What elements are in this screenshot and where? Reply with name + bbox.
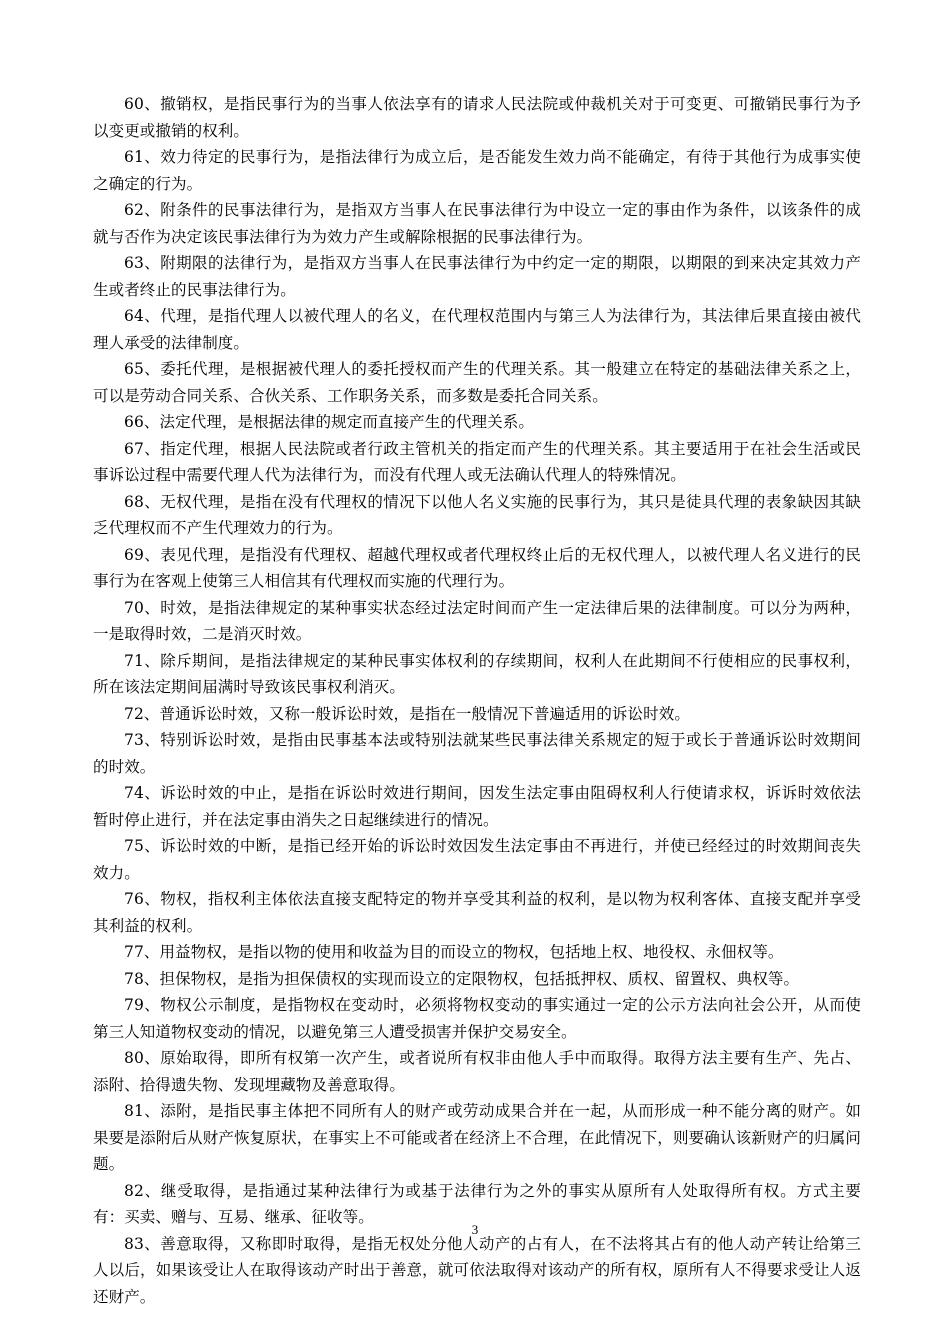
paragraph-68: 68、无权代理，是指在没有代理权的情况下以他人名义实施的民事行为，其只是徒具代理的表象缺因其缺乏代理权而不产生代理效力的行为。 (93, 492, 861, 537)
paragraph-83: 83、善意取得，又称即时取得，是指无权处分他人动产的占有人，在不法将其占有的他人动产转让给第三人以后，如果该受让人在取得该动产时出于善意，就可依法取得对该动产的所有权，原所有人不得要求受让人返还财产。 (93, 1234, 861, 1306)
paragraph-65: 65、委托代理，是根据被代理人的委托授权而产生的代理关系。其一般建立在特定的基础法律关系之上，可以是劳动合同关系、合伙关系、工作职务关系，而多数是委托合同关系。 (93, 360, 861, 405)
paragraph-71: 71、除斥期间，是指法律规定的某种民事实体权利的存续期间，权利人在此期间不行使相应的民事权利，所在该法定期间届满时导致该民事权利消灭。 (93, 651, 861, 696)
page-number: 3 (471, 1222, 479, 1237)
paragraph-64: 64、代理，是指代理人以被代理人的名义，在代理权范围内与第三人为法律行为，其法律后果直接由被代理人承受的法律制度。 (93, 307, 861, 352)
paragraph-82: 82、继受取得，是指通过某种法律行为或基于法律行为之外的事实从原所有人处取得所有权。方式主要有：买卖、赠与、互易、继承、征收等。 (93, 1181, 861, 1226)
paragraph-61: 61、效力待定的民事行为，是指法律行为成立后，是否能发生效力尚不能确定，有待于其他行为成事实使之确定的行为。 (93, 148, 861, 193)
paragraph-60: 60、撤销权，是指民事行为的当事人依法享有的请求人民法院或仲裁机关对于可变更、可撤销民事行为予以变更或撤销的权利。 (93, 95, 861, 140)
document-body (93, 91, 861, 1310)
paragraph-70: 70、时效，是指法律规定的某种事实状态经过法定时间而产生一定法律后果的法律制度。可以分为两种，一是取得时效，二是消灭时效。 (93, 598, 861, 643)
paragraph-79: 79、物权公示制度，是指物权在变动时，必须将物权变动的事实通过一定的公示方法向社会公开，从而使第三人知道物权变动的情况，以避免第三人遭受损害并保护交易安全。 (93, 996, 861, 1041)
paragraph-75: 75、诉讼时效的中断，是指已经开始的诉讼时效因发生法定事由不再进行，并使已经经过的时效期间丧失效力。 (93, 837, 861, 882)
paragraph-62: 62、附条件的民事法律行为，是指双方当事人在民事法律行为中设立一定的事由作为条件，以该条件的成就与否作为决定该民事法律行为为效力产生或解除根据的民事法律行为。 (93, 201, 861, 246)
paragraph-81: 81、添附，是指民事主体把不同所有人的财产或劳动成果合并在一起，从而形成一种不能分离的财产。如果要是添附后从财产恢复原状，在事实上不可能或者在经济上不合理，在此情况下，则要确认该新财产的归属问题。 (93, 1102, 861, 1173)
paragraph-80: 80、原始取得，即所有权第一次产生，或者说所有权非由他人手中而取得。取得方法主要有生产、先占、添附、拾得遗失物、发现埋藏物及善意取得。 (93, 1049, 861, 1094)
paragraph-77: 77、用益物权，是指以物的使用和收益为目的而设立的物权，包括地上权、地役权、永佃权等。 (124, 943, 784, 961)
paragraph-73: 73、特别诉讼时效，是指由民事基本法或特别法就某些民事法律关系规定的短于或长于普通诉讼时效期间的时效。 (93, 731, 861, 776)
paragraph-78: 78、担保物权，是指为担保债权的实现而设立的定限物权，包括抵押权、质权、留置权、典权等。 (124, 969, 800, 988)
paragraph-74: 74、诉讼时效的中止，是指在诉讼时效进行期间，因发生法定事由阻碍权利人行使请求权，诉诉时效依法暂时停止进行，并在法定事由消失之日起继续进行的情况。 (93, 784, 861, 829)
paragraph-72: 72、普通诉讼时效，又称一般诉讼时效，是指在一般情况下普遍适用的诉讼时效。 (124, 704, 690, 723)
paragraph-69: 69、表见代理，是指没有代理权、超越代理权或者代理权终止后的无权代理人，以被代理人名义进行的民事行为在客观上使第三人相信其有代理权而实施的代理行为。 (93, 545, 861, 590)
paragraph-63: 63、附期限的法律行为，是指双方当事人在民事法律行为中约定一定的期限，以期限的到来决定其效力产生或者终止的民事法律行为。 (93, 254, 861, 299)
paragraph-66: 66、法定代理，是根据法律的规定而直接产生的代理关系。 (124, 413, 534, 431)
paragraph-67: 67、指定代理，根据人民法院或者行政主管机关的指定而产生的代理关系。其主要适用于在社会生活或民事诉讼过程中需要代理人代为法律行为，而没有代理人或无法确认代理人的特殊情况。 (93, 439, 861, 484)
paragraph-76: 76、物权，指权利主体依法直接支配特定的物并享受其利益的权利，是以物为权利客体、直接支配并享受其利益的权利。 (93, 890, 861, 935)
